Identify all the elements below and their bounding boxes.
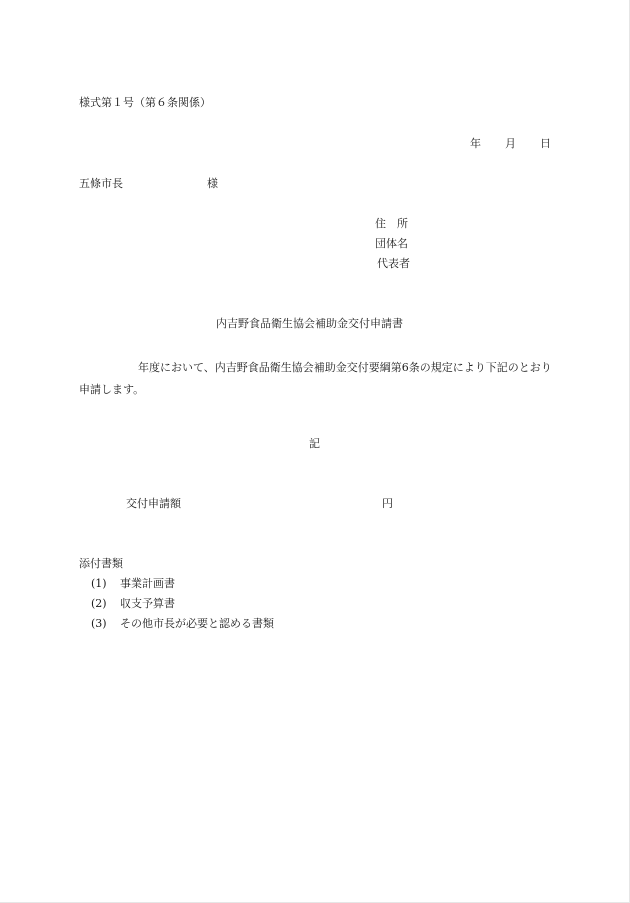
attachment-number: (2) <box>91 597 107 610</box>
attachment-text: その他市長が必要と認める書類 <box>120 617 274 630</box>
date-month: 月 <box>505 137 516 150</box>
applicant-representative-label: 代表者 <box>377 257 410 270</box>
attachment-item <box>91 618 274 629</box>
applicant-address-label: 住 所 <box>375 217 408 230</box>
form-number: 様式第１号（第６条関係） <box>79 96 211 109</box>
addressee-honorific: 様 <box>207 177 218 190</box>
date-day: 日 <box>540 137 551 150</box>
attachment-item <box>91 598 175 609</box>
amount-label: 交付申請額 <box>126 497 181 510</box>
applicant-organization-label: 団体名 <box>375 237 408 250</box>
addressee-name: 五條市長 <box>79 177 123 190</box>
amount-unit: 円 <box>382 497 393 510</box>
attachment-item <box>91 578 175 589</box>
attachment-text: 事業計画書 <box>120 577 175 590</box>
attachments-heading: 添付書類 <box>79 557 123 570</box>
ki-heading: 記 <box>309 437 320 450</box>
attachment-number: (1) <box>91 577 107 590</box>
body-paragraph: 年度において、内吉野食品衛生協会補助金交付要綱第6条の規定により下記のとおり申請します。 <box>79 361 552 396</box>
date-year: 年 <box>470 137 481 150</box>
attachment-text: 収支予算書 <box>120 597 175 610</box>
attachment-number: (3) <box>91 617 107 630</box>
document-title: 内吉野食品衛生協会補助金交付申請書 <box>216 317 403 330</box>
